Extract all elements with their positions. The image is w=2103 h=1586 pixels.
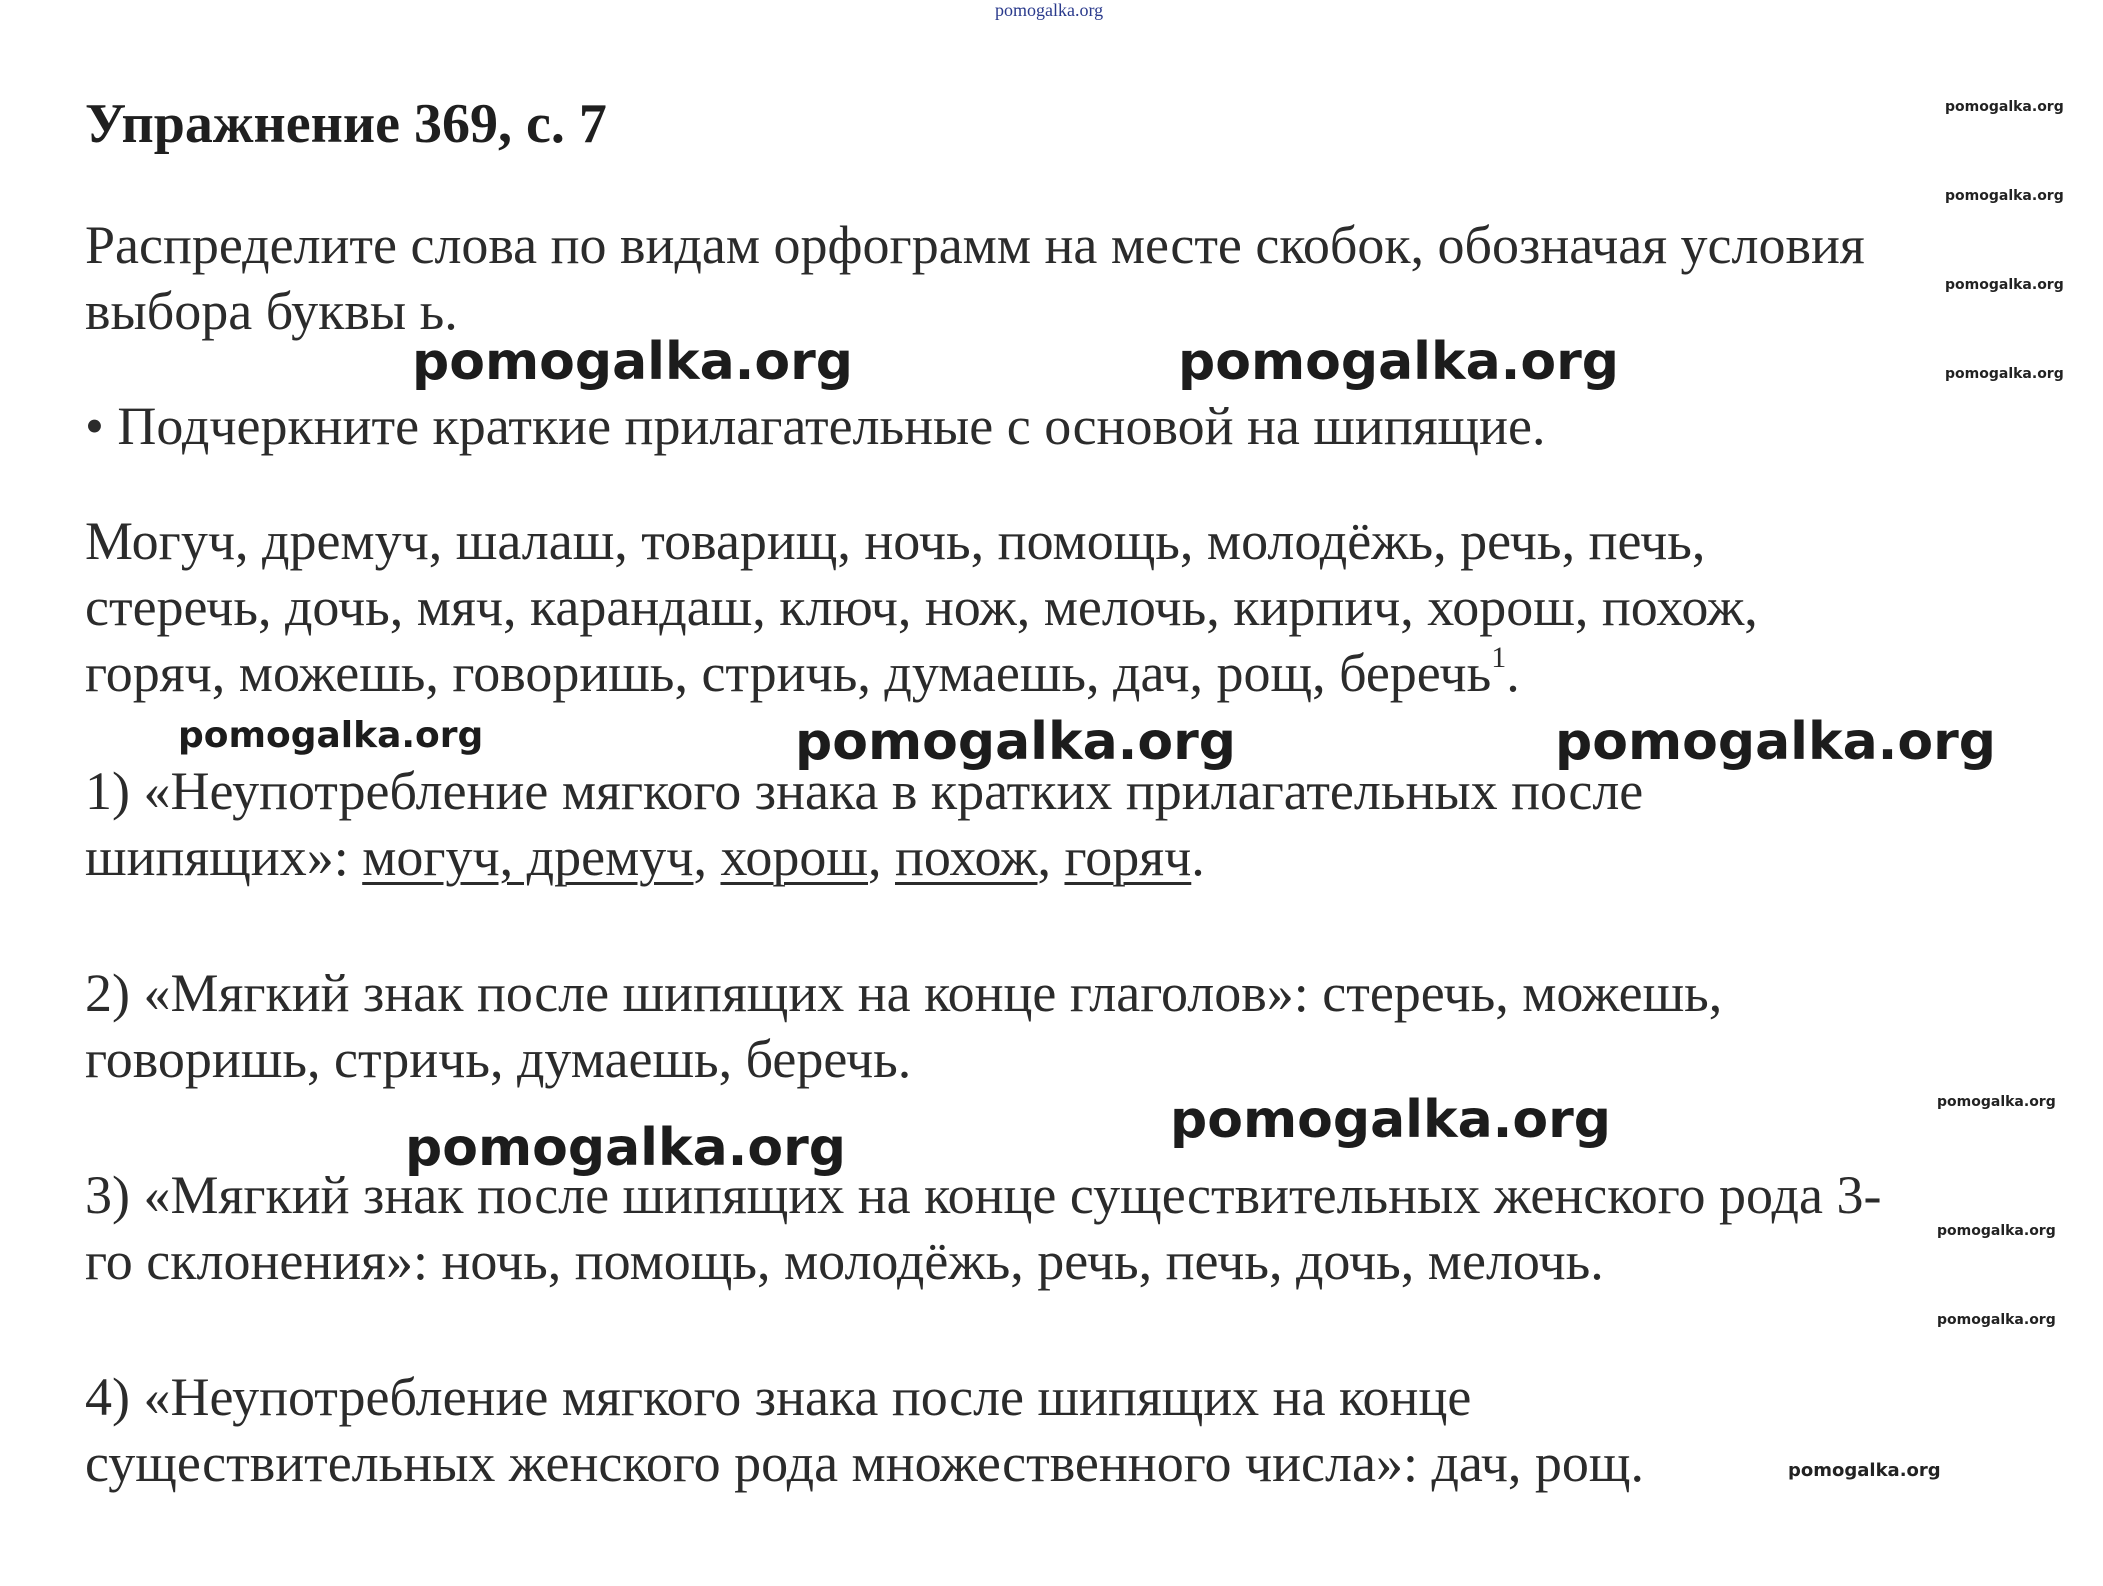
watermark-large: pomogalka.org — [795, 712, 1237, 772]
watermark-small: pomogalka.org — [1937, 1094, 2056, 1110]
underlined-adjectives: могуч, дремуч — [362, 827, 694, 887]
watermark-small: pomogalka.org — [1945, 99, 2064, 115]
answer-3-line-2: го склонения»: ночь, помощь, молодёжь, речь, печь, дочь, мелочь. — [85, 1231, 1604, 1291]
watermark-small: pomogalka.org — [1788, 1460, 1941, 1481]
watermark-large: pomogalka.org — [1555, 712, 1997, 772]
comma-separator: , — [1037, 827, 1065, 887]
watermark-medium: pomogalka.org — [178, 715, 484, 756]
word-list-line-3-text: горяч, можешь, говоришь, стричь, думаешь, дач, рощ, беречь — [85, 643, 1492, 703]
watermark-large: pomogalka.org — [1178, 332, 1620, 392]
answer-4-line-2: существительных женского рода множественного числа»: дач, рощ. — [85, 1433, 1644, 1493]
answer-1-prefix: шипящих»: — [85, 827, 363, 887]
watermark-small: pomogalka.org — [1945, 366, 2064, 382]
watermark-top: pomogalka.org — [995, 0, 1104, 20]
watermark-large: pomogalka.org — [405, 1118, 847, 1178]
answer-2-line-2: говоришь, стричь, думаешь, беречь. — [85, 1029, 912, 1089]
word-list-line-3-end: . — [1506, 643, 1520, 703]
word-list-line-2: стеречь, дочь, мяч, карандаш, ключ, нож, мелочь, кирпич, хорош, похож, — [85, 577, 1758, 637]
task-line-2: выбора буквы ь. — [85, 281, 458, 341]
answer-1-line-2 — [85, 824, 2075, 890]
watermark-small: pomogalka.org — [1937, 1312, 2056, 1328]
watermark-small: pomogalka.org — [1945, 188, 2064, 204]
underlined-adjective: похож — [895, 827, 1038, 887]
exercise-title: Упражнение 369, с. 7 — [85, 93, 607, 155]
watermark-large: pomogalka.org — [1170, 1090, 1612, 1150]
answer-4-line-1: 4) «Неупотребление мягкого знака после шипящих на конце — [85, 1367, 1472, 1427]
answer-3-line-1: 3) «Мягкий знак после шипящих на конце существительных женского рода 3- — [85, 1165, 1882, 1225]
underlined-adjective: горяч — [1064, 827, 1192, 887]
underlined-adjective: хорош — [720, 827, 868, 887]
comma-separator: , — [693, 827, 721, 887]
word-list-line-3 — [85, 640, 2075, 706]
answer-2-line-1: 2) «Мягкий знак после шипящих на конце глаголов»: стеречь, можешь, — [85, 963, 1723, 1023]
word-list-line-1: Могуч, дремуч, шалаш, товарищ, ночь, помощь, молодёжь, речь, печь, — [85, 511, 1706, 571]
watermark-small: pomogalka.org — [1945, 277, 2064, 293]
answer-1-line-1: 1) «Неупотребление мягкого знака в кратких прилагательных после — [85, 761, 1644, 821]
task-bullet: • Подчеркните краткие прилагательные с основой на шипящие. — [85, 396, 1546, 456]
footnote-mark: 1 — [1491, 641, 1507, 674]
watermark-large: pomogalka.org — [412, 332, 854, 392]
period: . — [1191, 827, 1205, 887]
task-line-1: Распределите слова по видам орфограмм на месте скобок, обозначая условия — [85, 215, 1865, 275]
comma-separator: , — [868, 827, 895, 887]
watermark-small: pomogalka.org — [1937, 1223, 2056, 1239]
